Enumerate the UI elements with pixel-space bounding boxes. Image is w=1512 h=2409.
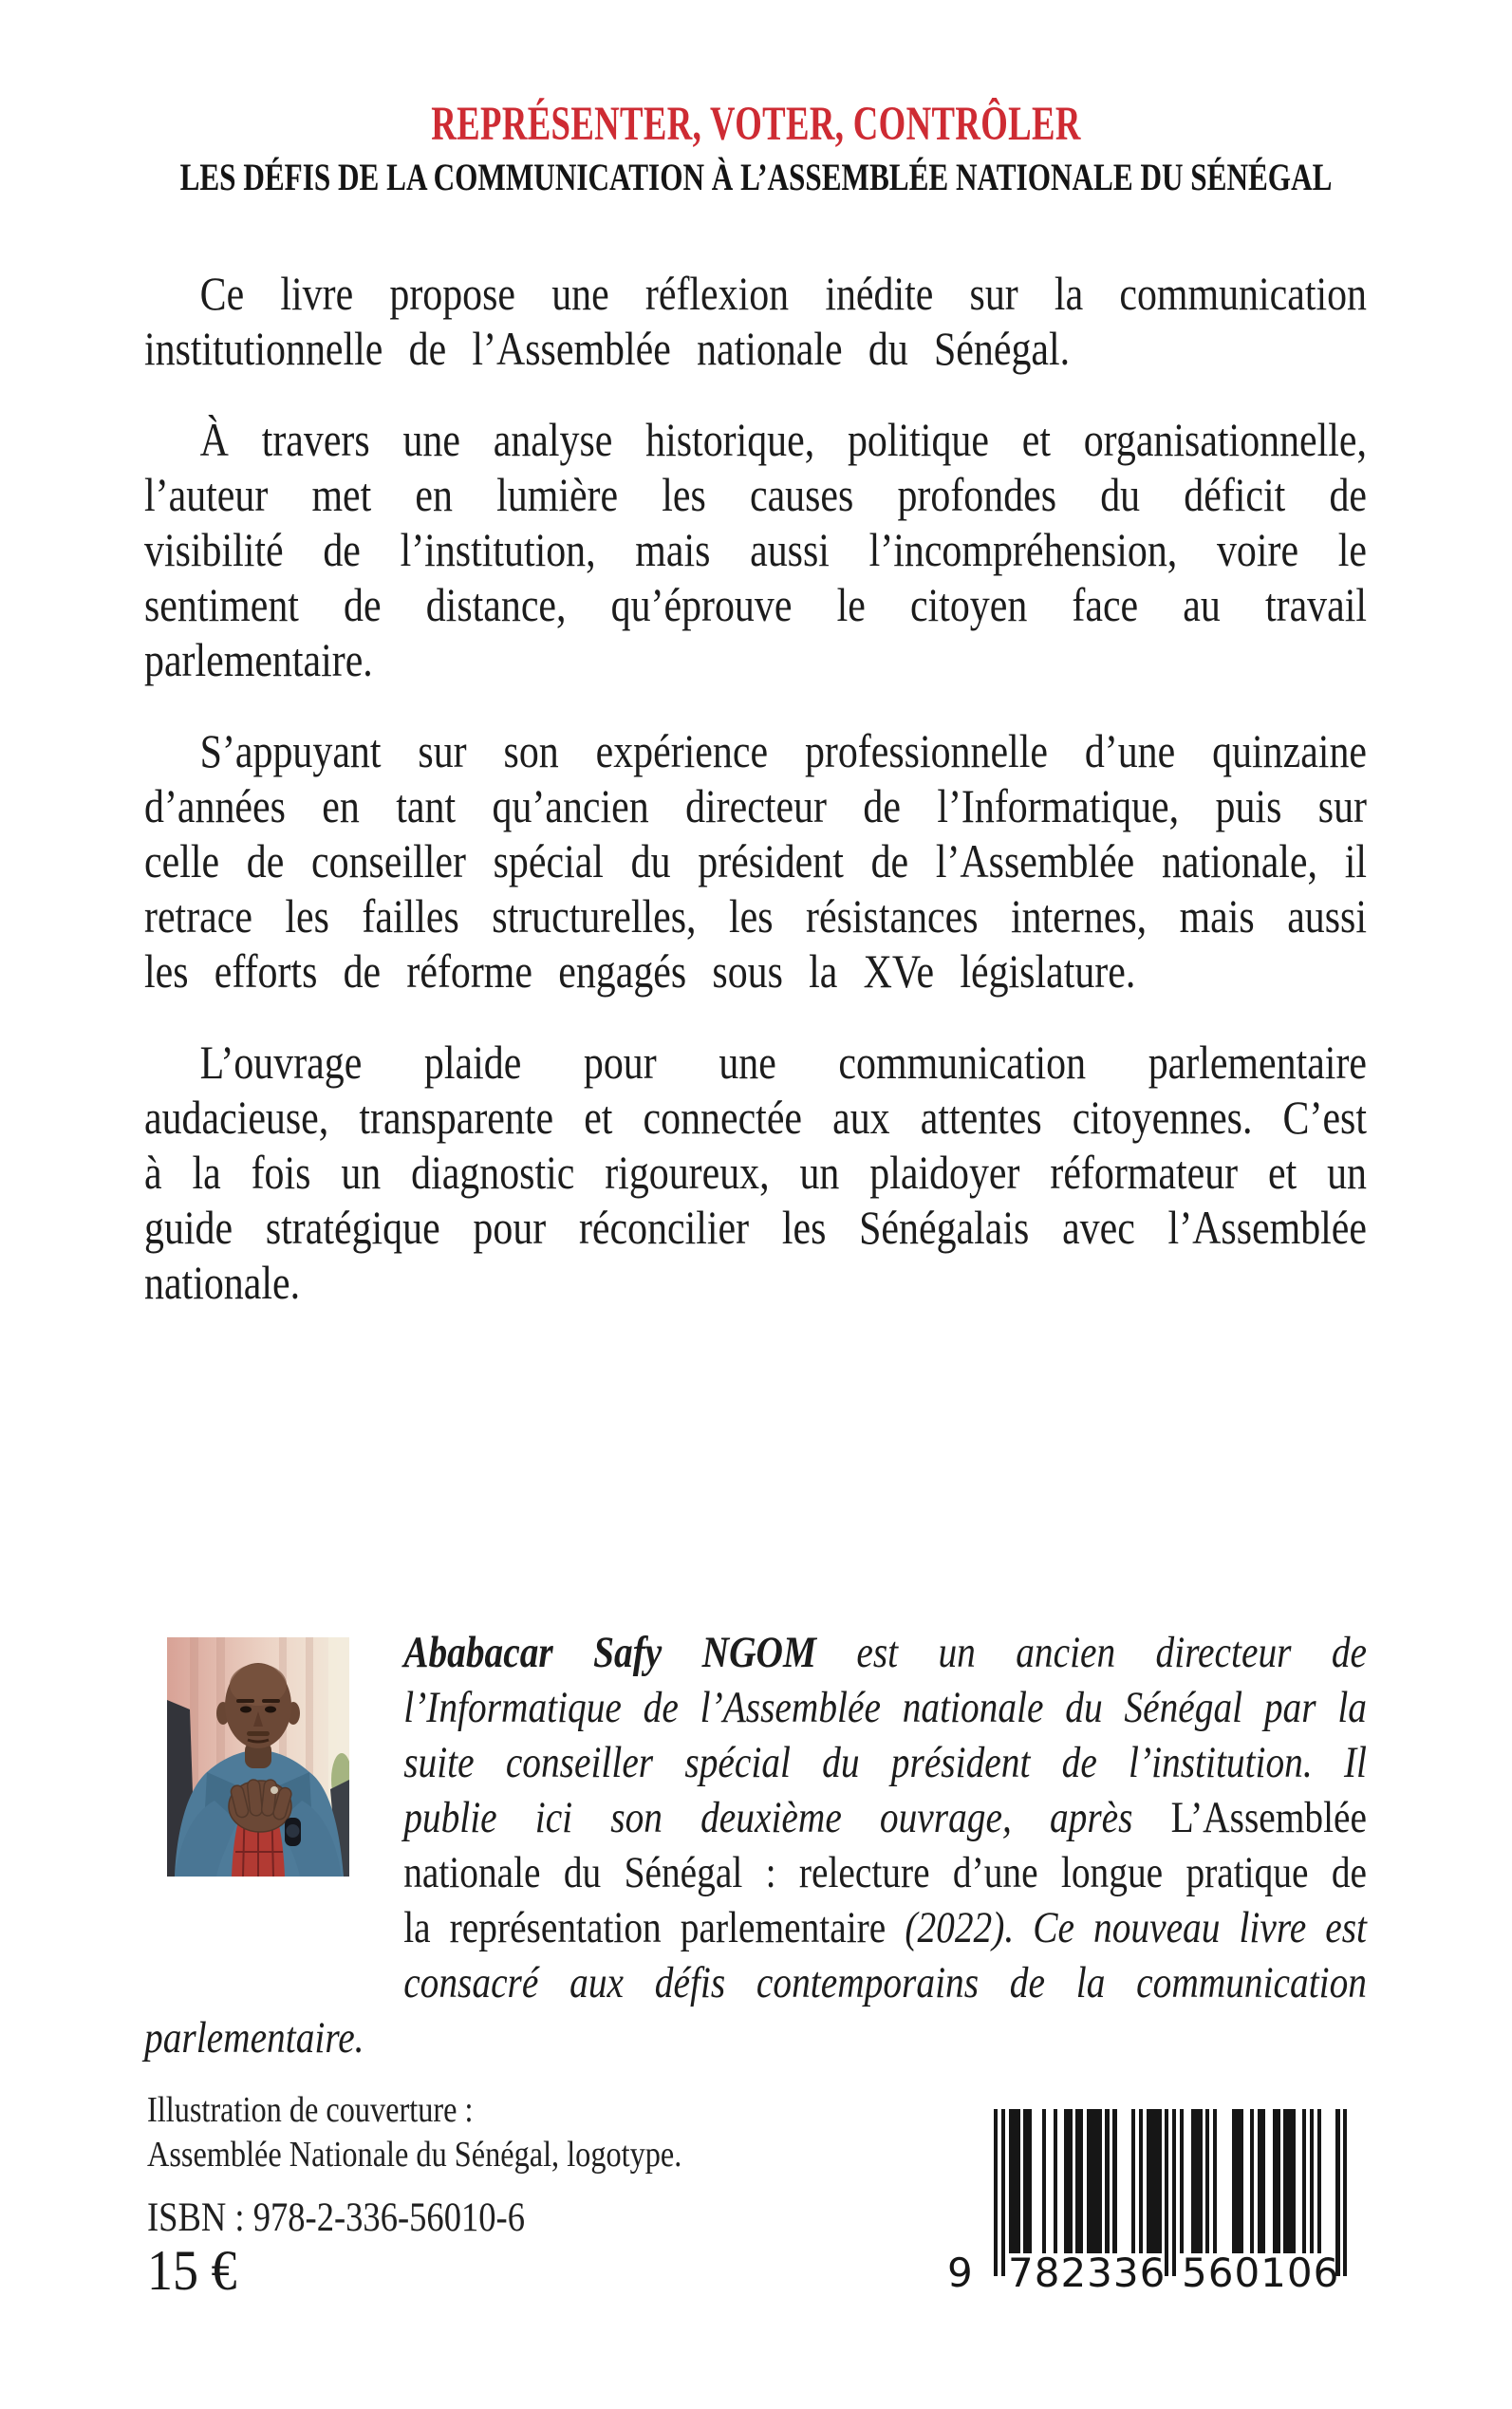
photo-spacer bbox=[144, 1625, 403, 1959]
bio-text-1: est un ancien directeur de l’Informatique de l’Assemblée nationale du Sénégal par la suite conseiller spécial du président de l’institution. Il publie ici son deuxième ouvrage, après bbox=[403, 1628, 1368, 1842]
barcode-digits-right: 560106 bbox=[1182, 2250, 1340, 2296]
credit-line-2: Assemblée Nationale du Sénégal, logotype. bbox=[147, 2135, 682, 2175]
cover-illustration-credit bbox=[147, 2088, 681, 2177]
previous-book-title: L’Assemblée nationale du Sénégal : relecture d’une longue pratique de la représentation parlementaire bbox=[403, 1793, 1368, 1952]
barcode-digit-lead: 9 bbox=[947, 2250, 973, 2296]
synopsis-paragraph-4: L’ouvrage plaide pour une communication parlementaire audacieuse, transparente et connectée aux attentes citoyennes. C’est à la fois un diagnostic rigoureux, un plaidoyer réformateur et un guide stratégique pour réconcilier les Sénégalais avec l’Assemblée nationale. bbox=[144, 1036, 1368, 1309]
isbn: ISBN : 978-2-336-56010-6 bbox=[147, 2195, 525, 2240]
synopsis bbox=[144, 266, 1367, 1346]
author-bio bbox=[144, 1625, 1367, 2065]
synopsis-paragraph-2: À travers une analyse historique, politique et organisationnelle, l’auteur met en lumière les causes profondes du déficit de visibilité de l’institution, mais aussi l’incompréhension, voire le sentiment de distance, qu’éprouve le citoyen face au travail parlementaire. bbox=[144, 413, 1368, 686]
credit-line-1: Illustration de couverture : bbox=[147, 2090, 474, 2130]
bio-text-2: (2022). Ce nouveau livre est consacré aux défis contemporains de la communication parlementaire. bbox=[144, 1903, 1368, 2063]
book-subtitle: LES DÉFIS DE LA COMMUNICATION À L’ASSEMBLÉE NATIONALE DU SÉNÉGAL bbox=[179, 156, 1333, 198]
synopsis-paragraph-1: Ce livre propose une réflexion inédite sur la communication institutionnelle de l’Assemblée nationale du Sénégal. bbox=[144, 267, 1368, 375]
synopsis-paragraph-3: S’appuyant sur son expérience professionnelle d’une quinzaine d’années en tant qu’ancien directeur de l’Informatique, puis sur celle de conseiller spécial du président de l’Assemblée nationale, il retrace les failles structurelles, les résistances internes, mais aussi les efforts de réforme engagés sous la XVe législature. bbox=[144, 724, 1368, 998]
barcode-digits-left: 782336 bbox=[1008, 2250, 1167, 2296]
barcode bbox=[947, 2109, 1397, 2313]
price: 15 € bbox=[147, 2239, 237, 2302]
author-name: Ababacar Safy NGOM bbox=[403, 1628, 817, 1677]
book-title: REPRÉSENTER, VOTER, CONTRÔLER bbox=[431, 98, 1081, 151]
